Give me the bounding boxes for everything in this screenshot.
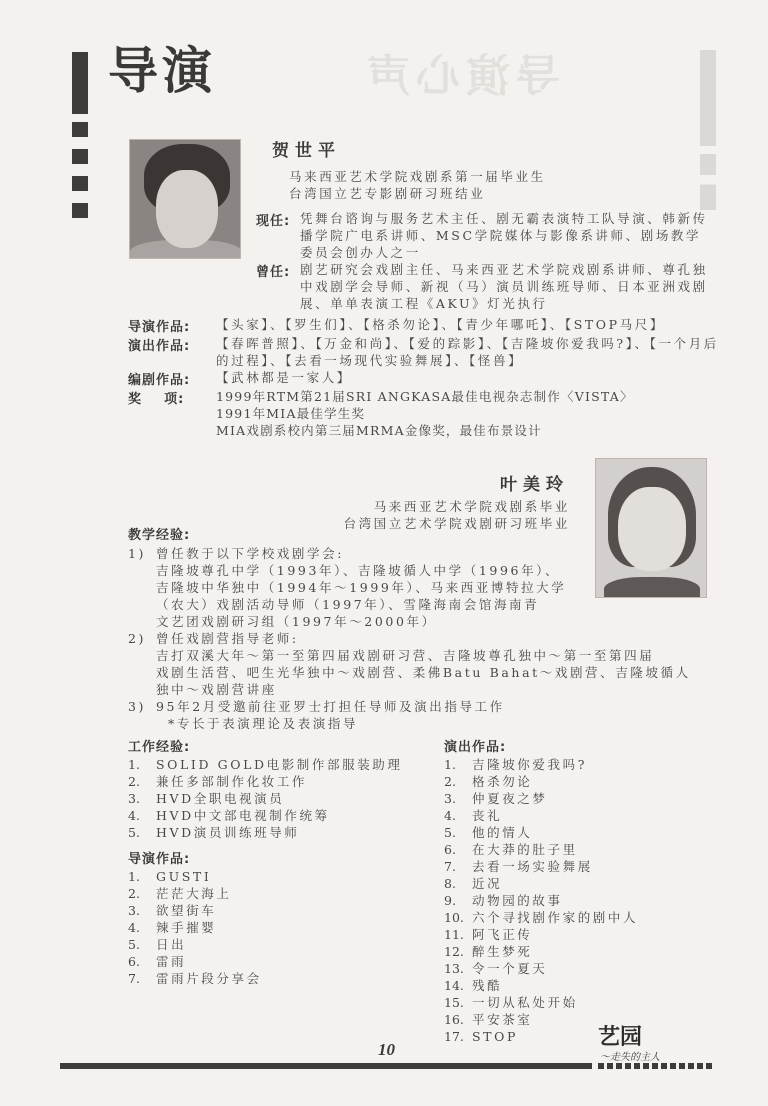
item-text: 吉隆坡你爱我吗? <box>472 757 588 772</box>
show-through-ghost-bar <box>700 50 716 210</box>
item-number: 7. <box>128 971 140 986</box>
list-item <box>128 885 428 902</box>
list-item <box>444 824 734 841</box>
decorative-square <box>72 176 88 191</box>
director-1-education <box>289 168 546 202</box>
acted-works-text: 【春晖普照】、【万金和尚】、【爱的踪影】、【吉隆坡你爱我吗?】、【一个月后的过程】、【去看一场现代实验舞展】、【怪兽】 <box>216 336 719 368</box>
acted-works-label: 演出作品: <box>128 339 191 354</box>
item-number: 4. <box>444 808 456 823</box>
publication-logo <box>598 1026 660 1063</box>
award-item: 1991年MIA最佳学生奖 <box>216 406 366 421</box>
written-works-row <box>128 369 728 388</box>
logo-main-text: 艺园 <box>598 1024 643 1050</box>
teaching-item <box>128 630 718 698</box>
list-item <box>444 909 734 926</box>
director-1-name: 贺世平 <box>272 141 341 161</box>
list-item <box>128 790 428 807</box>
award-item: MIA戏剧系校内第三届MRMA金像奖，最佳布景设计 <box>216 423 542 438</box>
list-item <box>128 936 428 953</box>
item-number: 8. <box>444 876 456 891</box>
footer-dotted-rule <box>598 1063 712 1069</box>
item-number: 15. <box>444 995 464 1010</box>
awards-row <box>128 388 728 439</box>
list-item <box>128 756 428 773</box>
list-item <box>444 858 734 875</box>
item-text: 辣手摧婴 <box>156 920 217 935</box>
current-role-row <box>256 210 716 261</box>
current-role-label: 现任: <box>256 214 291 229</box>
item-number: 1. <box>128 757 140 772</box>
list-item <box>444 994 734 1011</box>
item-text: 动物园的故事 <box>472 893 563 908</box>
list-item <box>444 943 734 960</box>
teaching-experience <box>128 524 718 732</box>
list-item <box>128 807 428 824</box>
item-text: 近况 <box>472 876 503 891</box>
item-text: 令一个夏天 <box>472 961 548 976</box>
teaching-item <box>128 698 718 732</box>
teaching-item-lines <box>156 545 566 630</box>
teaching-line: （农大）戏剧活动导师（1997年）、雪隆海南会馆海南青 <box>156 597 540 612</box>
list-item <box>444 790 734 807</box>
item-number: 13. <box>444 961 464 976</box>
page-title: 导演 <box>108 42 216 100</box>
list-item <box>444 960 734 977</box>
decorative-square <box>72 203 88 218</box>
written-works-text: 【武林都是一家人】 <box>216 370 352 385</box>
teaching-line: 曾任教于以下学校戏剧学会: <box>156 546 345 561</box>
item-text: 日出 <box>156 937 187 952</box>
item-text: 残酷 <box>472 978 503 993</box>
decorative-side-bar <box>72 52 88 114</box>
item-text: GUSTI <box>156 869 212 884</box>
list-item <box>444 977 734 994</box>
logo-subtitle: ～走失的主人 <box>600 1052 660 1063</box>
item-text: 他的情人 <box>472 825 533 840</box>
item-number: 6. <box>128 954 140 969</box>
item-number: 9. <box>444 893 456 908</box>
item-text: 仲夏夜之梦 <box>472 791 548 806</box>
item-text: 雷雨片段分享会 <box>156 971 262 986</box>
item-number: 10. <box>444 910 464 925</box>
item-number: 11. <box>444 927 464 942</box>
footer-rule <box>60 1063 592 1069</box>
former-role-label: 曾任: <box>256 265 291 280</box>
item-text: SOLID GOLD电影制作部服装助理 <box>156 757 403 772</box>
list-item <box>128 902 428 919</box>
directed-works-title: 导演作品: <box>128 852 191 867</box>
directed-works-list <box>128 848 428 987</box>
item-number: 6. <box>444 842 456 857</box>
teaching-line: 吉打双溪大年～第一至第四届戏剧研习营、吉隆坡尊孔独中～第一至第四届 <box>156 648 655 663</box>
item-text: 六个寻找剧作家的剧中人 <box>472 910 639 925</box>
item-number: 4. <box>128 920 140 935</box>
awards-list <box>216 388 728 439</box>
teaching-item-number: 2) <box>128 631 147 646</box>
item-text: 在大莽的肚子里 <box>472 842 578 857</box>
item-text: 丧礼 <box>472 808 503 823</box>
item-text: 平安茶室 <box>472 1012 533 1027</box>
item-number: 1. <box>128 869 140 884</box>
director-1-photo <box>129 139 241 259</box>
item-number: 1. <box>444 757 456 772</box>
item-text: HVD中文部电视制作统筹 <box>156 808 330 823</box>
acted-works-list <box>444 736 734 1045</box>
item-number: 4. <box>128 808 140 823</box>
page-number: 10 <box>378 1040 395 1059</box>
list-item <box>128 919 428 936</box>
awards-label: 奖 项: <box>128 392 185 407</box>
item-number: 16. <box>444 1012 464 1027</box>
director-1-works <box>128 316 728 439</box>
former-role-row <box>256 261 716 312</box>
directed-works-label: 导演作品: <box>128 320 191 335</box>
teaching-line: 95年2月受邀前往亚罗士打担任导师及演出指导工作 <box>156 699 505 714</box>
list-item <box>444 1011 734 1028</box>
item-number: 3. <box>128 791 140 806</box>
list-item <box>128 970 428 987</box>
item-number: 7. <box>444 859 456 874</box>
item-number: 3. <box>444 791 456 806</box>
item-number: 3. <box>128 903 140 918</box>
teaching-line: 吉隆坡尊孔中学（1993年）、吉隆坡循人中学（1996年）、 <box>156 563 561 578</box>
item-text: HVD全职电视演员 <box>156 791 285 806</box>
list-item <box>128 953 428 970</box>
written-works-label: 编剧作品: <box>128 373 191 388</box>
acted-works-row <box>128 335 728 369</box>
teaching-line: 吉隆坡中华独中（1994年～1999年）、马来西亚博特拉大学 <box>156 580 567 595</box>
teaching-line: 文艺团戏剧研习组（1997年～2000年） <box>156 614 437 629</box>
list-item <box>444 892 734 909</box>
item-text: 去看一场实验舞展 <box>472 859 593 874</box>
item-number: 17. <box>444 1029 464 1044</box>
list-item <box>444 756 734 773</box>
item-text: 醉生梦死 <box>472 944 533 959</box>
director-2-name: 叶美玲 <box>500 475 569 495</box>
director-1-roles <box>256 210 716 312</box>
item-number: 12. <box>444 944 464 959</box>
acted-works-title: 演出作品: <box>444 740 507 755</box>
teaching-item-lines <box>156 698 505 732</box>
item-text: 格杀勿论 <box>472 774 533 789</box>
item-number: 2. <box>444 774 456 789</box>
teaching-line: *专长于表演理论及表演指导 <box>168 716 359 731</box>
directed-works-row <box>128 316 728 335</box>
list-item <box>444 773 734 790</box>
teaching-title: 教学经验: <box>128 528 191 543</box>
item-text: 一切从私处开始 <box>472 995 578 1010</box>
item-number: 5. <box>128 937 140 952</box>
show-through-ghost-text: 导演心声 <box>360 51 560 102</box>
education-line: 台湾国立艺专影剧研习班结业 <box>289 186 486 201</box>
list-item <box>128 824 428 841</box>
teaching-line: 戏剧生活营、吧生光华独中～戏剧营、柔佛Batu Bahat～戏剧营、吉隆坡循人 <box>156 665 691 680</box>
item-number: 2. <box>128 774 140 789</box>
item-text: 阿飞正传 <box>472 927 533 942</box>
item-number: 14. <box>444 978 464 993</box>
decorative-square <box>72 122 88 137</box>
item-text: STOP <box>472 1029 518 1044</box>
decorative-square <box>72 149 88 164</box>
item-number: 2. <box>128 886 140 901</box>
item-number: 5. <box>128 825 140 840</box>
current-role-text: 凭舞台谘询与服务艺术主任、剧无霸表演特工队导演、韩新传播学院广电系讲师、MSC学院媒体与影像系讲师、剧场教学委员会创办人之一 <box>300 211 708 260</box>
award-item: 1999年RTM第21届SRI ANGKASA最佳电视杂志制作〈VISTA〉 <box>216 389 634 404</box>
list-item <box>128 868 428 885</box>
education-line: 马来西亚艺术学院戏剧系毕业 <box>373 499 570 514</box>
item-text: 欲望街车 <box>156 903 217 918</box>
list-item <box>444 807 734 824</box>
work-experience <box>128 736 428 841</box>
directed-works-text: 【头家】、【罗生们】、【格杀勿论】、【青少年哪吒】、【STOP马尺】 <box>216 317 665 332</box>
list-item <box>444 1028 734 1045</box>
item-text: 茫茫大海上 <box>156 886 232 901</box>
education-line: 台湾国立艺术学院戏剧研习班毕业 <box>343 516 570 531</box>
teaching-line: 曾任戏剧营指导老师: <box>156 631 299 646</box>
teaching-item <box>128 545 718 630</box>
list-item <box>444 875 734 892</box>
teaching-item-lines <box>156 630 691 698</box>
list-item <box>128 773 428 790</box>
item-text: 兼任多部制作化妆工作 <box>156 774 308 789</box>
item-text: 雷雨 <box>156 954 187 969</box>
teaching-item-number: 3) <box>128 699 147 714</box>
list-item <box>444 926 734 943</box>
education-line: 马来西亚艺术学院戏剧系第一届毕业生 <box>289 169 546 184</box>
teaching-item-number: 1) <box>128 546 147 561</box>
item-text: HVD演员训练班导师 <box>156 825 300 840</box>
former-role-text: 剧艺研究会戏剧主任、马来西亚艺术学院戏剧系讲师、尊孔独中戏剧学会导师、新视（马）演员训练班导师、日本亚洲戏剧展、单单表演工程《AKU》灯光执行 <box>300 262 708 311</box>
item-number: 5. <box>444 825 456 840</box>
teaching-line: 独中～戏剧营讲座 <box>156 682 277 697</box>
work-experience-title: 工作经验: <box>128 740 191 755</box>
list-item <box>444 841 734 858</box>
